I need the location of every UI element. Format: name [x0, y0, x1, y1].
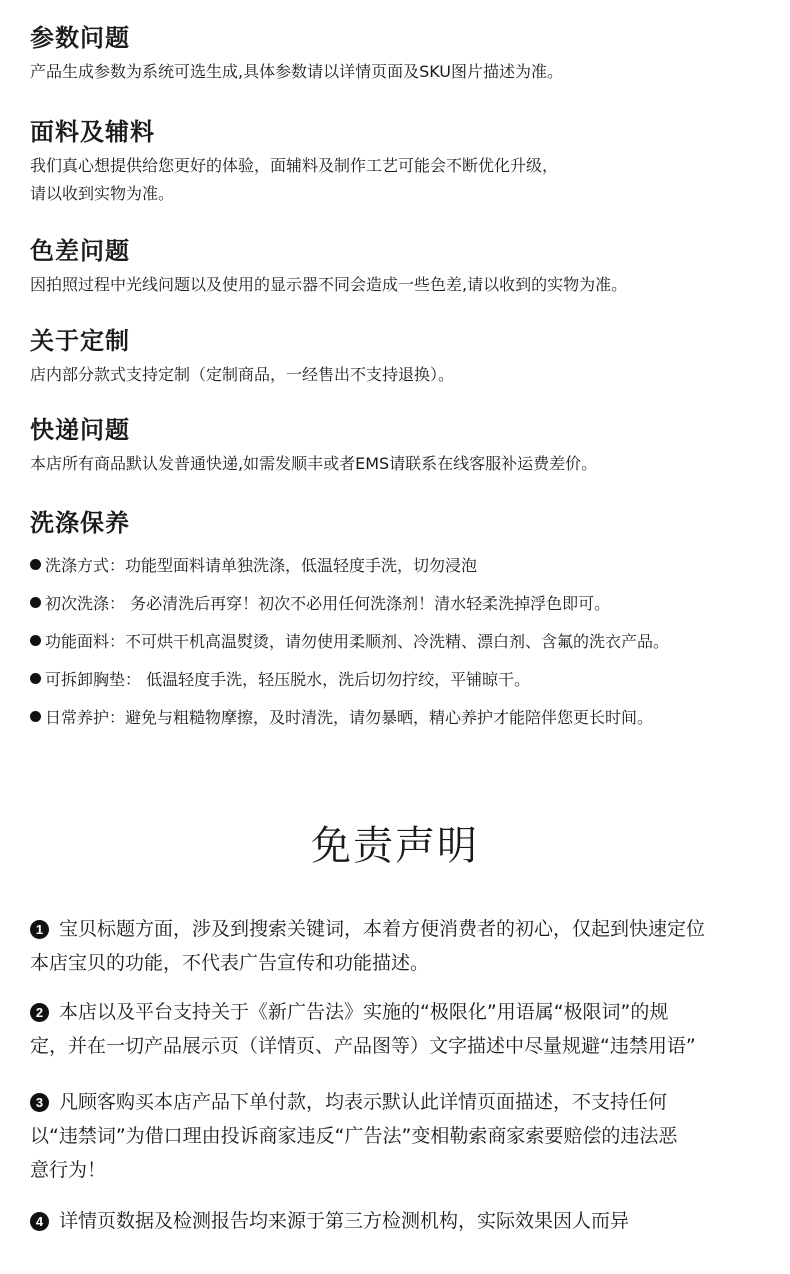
number-4-icon: 4: [30, 1212, 49, 1231]
section-text-line: 我们真心想提供给您更好的体验，面辅料及制作工艺可能会不断优化升级，: [30, 156, 559, 175]
section-text-line: 请以收到实物为准。: [30, 184, 175, 203]
notice-text: 本店以及平台支持关于《新广告法》实施的“极限化”用语属“极限词”的规: [59, 1001, 669, 1023]
notice-line: 本店宝贝的功能，不代表广告宣传和功能描述。: [30, 952, 430, 974]
section-color-difference: [30, 235, 770, 299]
section-fabric: [30, 116, 770, 208]
bullet-icon: [30, 559, 41, 570]
notice-line: 以“违禁词”为借口理由投诉商家违反“广告法”变相勒索商家索要赔偿的违法恶: [30, 1125, 678, 1147]
number-2-icon: 2: [30, 1003, 49, 1022]
bullet-icon: [30, 673, 41, 684]
number-1-icon: 1: [30, 920, 49, 939]
section-parameters: [30, 22, 770, 86]
list-item-text: 可拆卸胸垫： 低温轻度手洗，轻压脱水，洗后切勿拧绞，平铺晾干。: [45, 670, 531, 689]
notice-item: [30, 1204, 765, 1238]
notice-line: 定，并在一切产品展示页（详情页、产品图等）文字描述中尽量规避“违禁用语”: [30, 1035, 696, 1057]
list-item: [30, 547, 770, 585]
list-item: [30, 661, 770, 699]
notice-text: 宝贝标题方面，涉及到搜索关键词，本着方便消费者的初心，仅起到快速定位: [59, 918, 706, 940]
notice-line: [30, 995, 765, 1029]
section-text: 产品生成参数为系统可选生成,具体参数请以详情页面及SKU图片描述为准。: [30, 62, 564, 81]
list-item: [30, 699, 770, 737]
notice-item: [30, 1085, 765, 1187]
section-customization: [30, 325, 770, 389]
section-shipping: [30, 414, 770, 478]
notice-text: 凡顾客购买本店产品下单付款，均表示默认此详情页面描述，不支持任何: [59, 1091, 668, 1113]
notice-line: [30, 1204, 765, 1238]
section-text: [30, 152, 770, 208]
section-title: 洗涤保养: [30, 509, 130, 537]
bullet-icon: [30, 635, 41, 646]
section-title: 色差问题: [30, 237, 130, 265]
section-text: 店内部分款式支持定制（定制商品，一经售出不支持退换）。: [30, 365, 455, 384]
section-title: 快递问题: [30, 416, 130, 444]
notice-line: [30, 912, 765, 946]
disclaimer-title: 免责声明: [311, 823, 479, 869]
section-text: 本店所有商品默认发普通快递,如需发顺丰或者EMS请联系在线客服补运费差价。: [30, 454, 598, 473]
list-item: [30, 585, 770, 623]
notice-line: 意行为！: [30, 1159, 107, 1181]
number-3-icon: 3: [30, 1093, 49, 1112]
list-item-text: 功能面料：不可烘干机高温熨烫，请勿使用柔顺剂、冷洗精、漂白剂、含氟的洗衣产品。: [45, 632, 670, 651]
list-item-text: 初次洗涤： 务必清洗后再穿！初次不必用任何洗涤剂！清水轻柔洗掉浮色即可。: [45, 594, 611, 613]
list-item: [30, 623, 770, 661]
notice-text: 详情页数据及检测报告均来源于第三方检测机构，实际效果因人而异: [59, 1210, 630, 1232]
section-text: 因拍照过程中光线问题以及使用的显示器不同会造成一些色差,请以收到的实物为准。: [30, 275, 628, 294]
section-title: 参数问题: [30, 24, 130, 52]
section-title: 面料及辅料: [30, 118, 155, 146]
section-care: [30, 507, 770, 737]
notice-item: [30, 995, 765, 1063]
list-item-text: 洗涤方式：功能型面料请单独洗涤，低温轻度手洗，切勿浸泡: [45, 556, 478, 575]
list-item-text: 日常养护：避免与粗糙物摩擦，及时清洗，请勿暴晒，精心养护才能陪伴您更长时间。: [45, 708, 654, 727]
care-list: [30, 547, 770, 737]
notice-line: [30, 1085, 765, 1119]
section-title: 关于定制: [30, 327, 130, 355]
bullet-icon: [30, 711, 41, 722]
bullet-icon: [30, 597, 41, 608]
notice-item: [30, 912, 765, 980]
